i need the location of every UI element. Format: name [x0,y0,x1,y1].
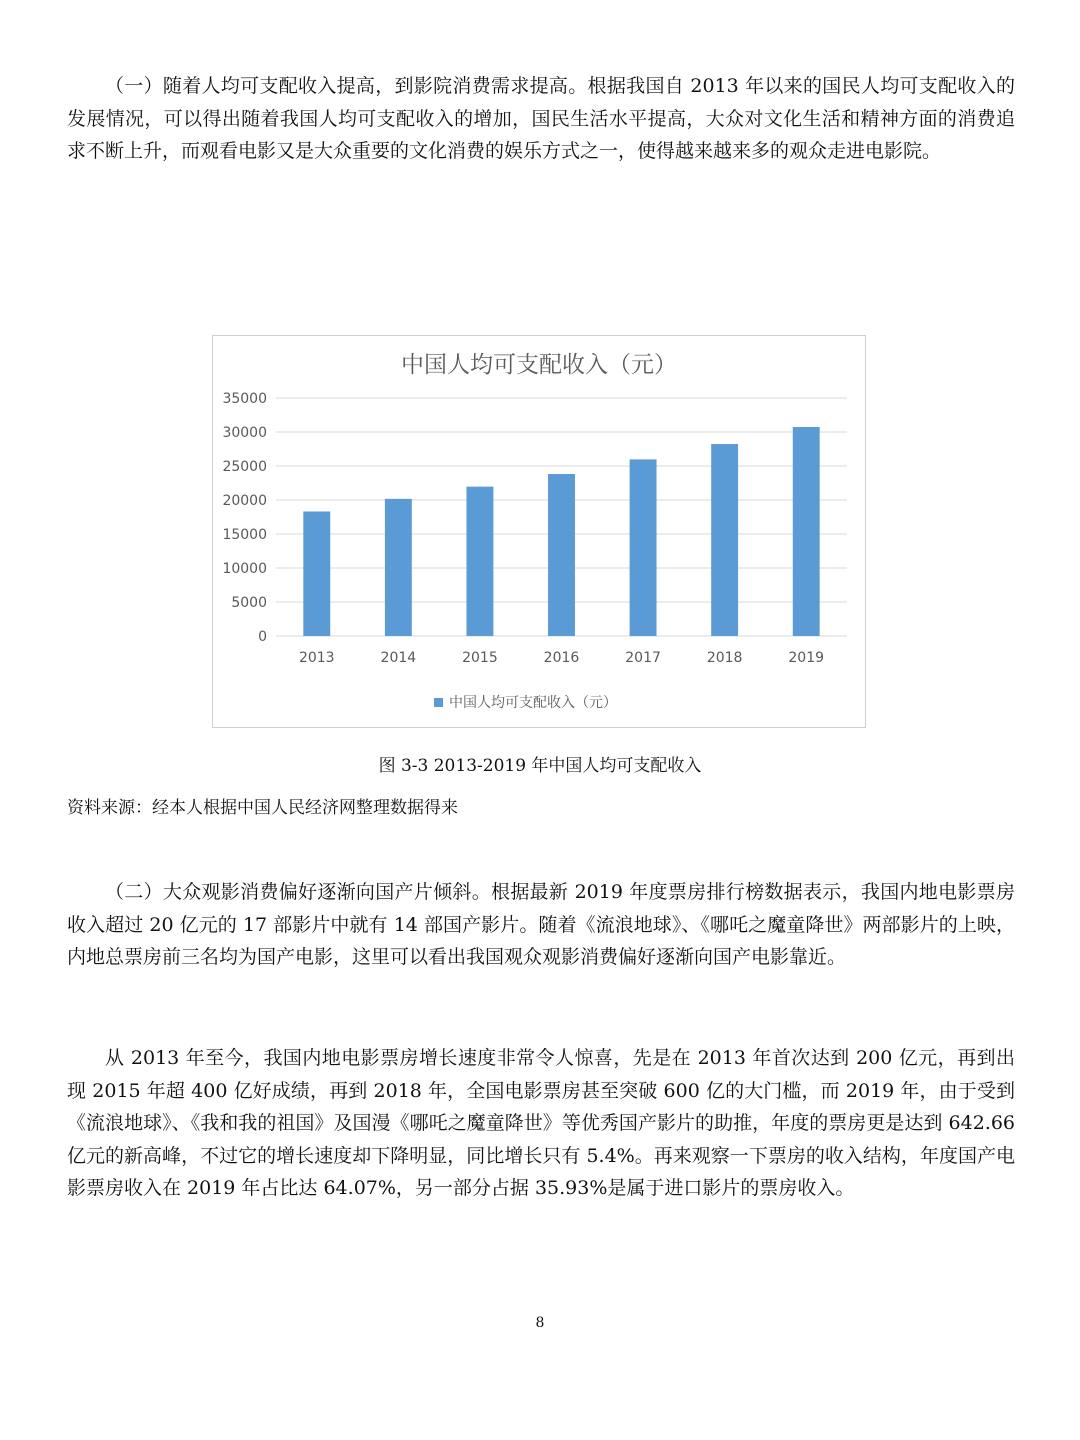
chart-container [212,335,866,728]
paragraph-3: 从 2013 年至今，我国内地电影票房增长速度非常令人惊喜，先是在 2013 年首次达到 200 亿元，再到出现 2015 年超 400 亿好成绩，再到 2018 年，全国电影票房甚至突破 600 亿的大门槛，而 2019 年，由于受到《流浪地球》、《我和我的祖国》及国漫《哪吒之魔童降世》等优秀国产影片的助推，年度的票房更是达到 642.66 亿元的新高峰，不过它的增长速度却下降明显，同比增长只有 5.4%。再来观察一下票房的收入结构，年度国产电影票房收入在 2019 年占比达 64.07%，另一部分占据 35.93%是属于进口影片的票房收入。 [67,1047,1015,1199]
x-tick-label: 2016 [543,650,580,666]
bar-chart [213,336,865,727]
bar-2017 [630,459,657,636]
y-tick-label: 10000 [222,561,267,577]
legend-label: 中国人均可支配收入（元） [449,695,617,711]
x-axis-ticks [299,650,824,666]
x-tick-label: 2017 [625,650,661,666]
y-tick-label: 15000 [222,527,267,543]
data-source-note: 资料来源：经本人根据中国人民经济网整理数据得来 [67,798,458,818]
y-tick-label: 25000 [222,459,267,475]
y-axis-ticks [222,391,267,645]
bar-2015 [466,487,493,636]
figure-caption: 图 3-3 2013-2019 年中国人均可支配收入 [378,756,702,776]
x-tick-label: 2018 [706,650,743,666]
y-tick-label: 20000 [222,493,267,509]
y-tick-label: 0 [258,629,267,645]
bar-2013 [303,511,330,636]
x-tick-label: 2015 [462,650,498,666]
bar-2018 [711,444,738,636]
chart-title: 中国人均可支配收入（元） [401,352,677,378]
bars [303,427,819,636]
bar-2019 [793,427,820,636]
legend [434,694,617,711]
bar-2016 [548,474,575,636]
y-tick-label: 35000 [222,391,267,407]
paragraph-2: （二）大众观影消费偏好逐渐向国产片倾斜。根据最新 2019 年度票房排行榜数据表示，我国内地电影票房收入超过 20 亿元的 17 部影片中就有 14 部国产影片。随着《流浪地球》、《哪吒之魔童降世》两部影片的上映，内地总票房前三名均为国产电影，这里可以看出我国观众观影消费偏好逐渐向国产电影靠近。 [67,881,1015,968]
x-tick-label: 2013 [298,650,335,666]
x-tick-label: 2014 [380,650,417,666]
page-number: 8 [535,1315,545,1331]
legend-swatch [434,698,443,707]
y-tick-label: 5000 [231,595,267,611]
y-tick-label: 30000 [222,425,267,441]
x-tick-label: 2019 [788,650,825,666]
paragraph-1: （一）随着人均可支配收入提高，到影院消费需求提高。根据我国自 2013 年以来的国民人均可支配收入的发展情况，可以得出随着我国人均可支配收入的增加，国民生活水平提高，大众对文化生活和精神方面的消费追求不断上升，而观看电影又是大众重要的文化消费的娱乐方式之一，使得越来越来多的观众走进电影院。 [67,75,1015,162]
bar-2014 [385,499,412,636]
